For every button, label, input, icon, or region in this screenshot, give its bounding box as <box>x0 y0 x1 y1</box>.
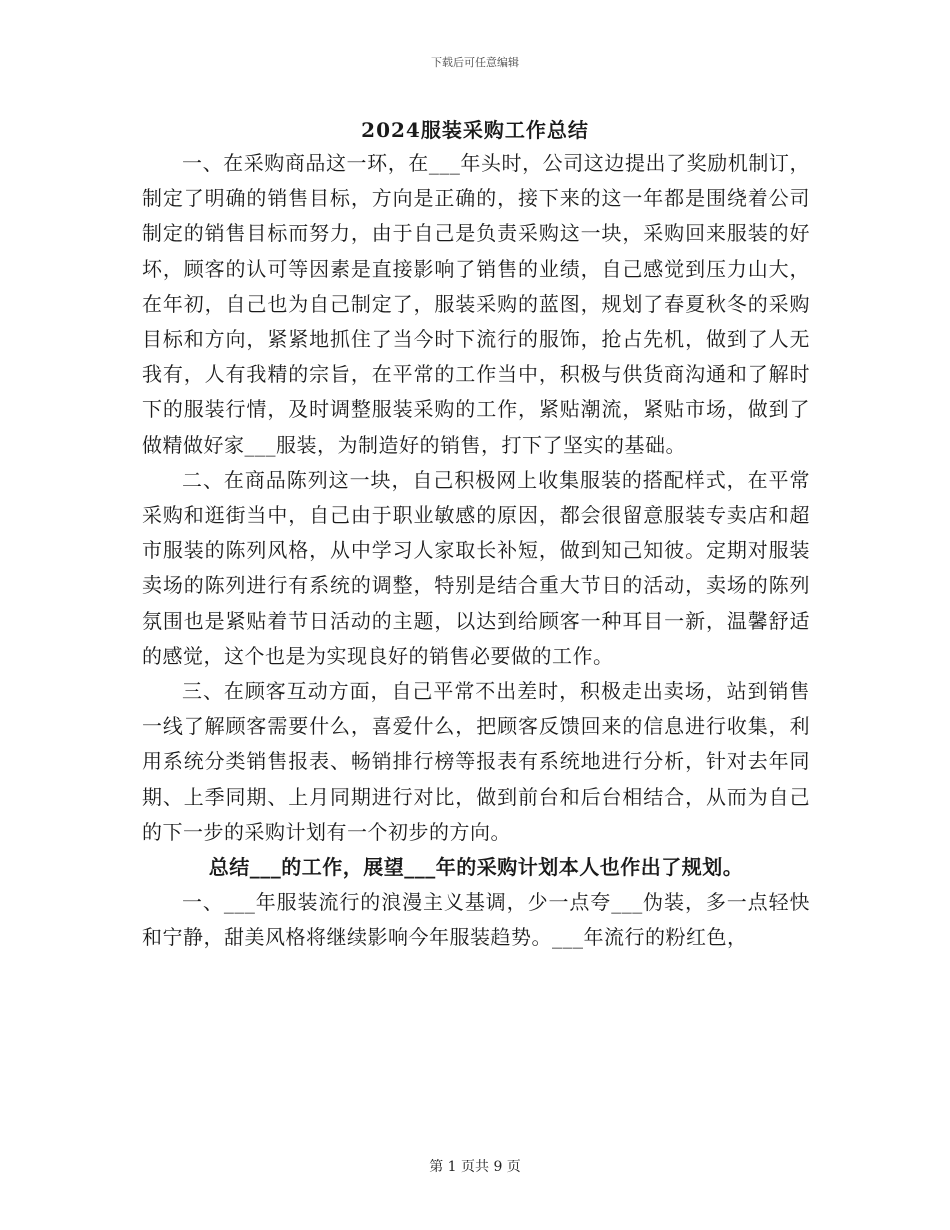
paragraph-display: 二、在商品陈列这一块，自己积极网上收集服装的搭配样式，在平常采购和逛街当中，自己由于职业敏感的原因，都会很留意服装专卖店和超市服装的陈列风格，从中学习人家取长补短，做到知己知彼。定期对服装卖场的陈列进行有系统的调整，特别是结合重大节日的活动，卖场的陈列氛围也是紧贴着节日活动的主题，以达到给顾客一种耳目一新，温馨舒适的感觉，这个也是为实现良好的销售必要做的工作。 <box>142 467 810 668</box>
paragraph-procurement: 一、在采购商品这一环，在___年头时，公司这边提出了奖励机制订，制定了明确的销售目标，方向是正确的，接下来的这一年都是围绕着公司制定的销售目标而努力，由于自己是负责采购这一块，采购回来服装的好坏，顾客的认可等因素是直接影响了销售的业绩，自己感觉到压力山大，在年初，自己也为自己制定了，服装采购的蓝图，规划了春夏秋冬的采购目标和方向，紧紧地抓住了当今时下流行的服饰，抢占先机，做到了人无我有，人有我精的宗旨，在平常的工作当中，积极与供货商沟通和了解时下的服装行情，及时调整服装采购的工作，紧贴潮流，紧贴市场，做到了做精做好家___服装，为制造好的销售，打下了坚实的基础。 <box>142 151 810 457</box>
page-header-note: 下载后可任意编辑 <box>431 56 519 69</box>
document-title: 2024服装采购工作总结 <box>361 118 589 142</box>
document-body <box>142 146 810 956</box>
section-heading: 总结___的工作，展望___年的采购计划本人也作出了规划。 <box>208 855 744 880</box>
paragraph-customer: 三、在顾客互动方面，自己平常不出差时，积极走出卖场，站到销售一线了解顾客需要什么，喜爱什么，把顾客反馈回来的信息进行收集，利用系统分类销售报表、畅销排行榜等报表有系统地进行分析，针对去年同期、上季同期、上月同期进行对比，做到前台和后台相结合，从而为自己的下一步的采购计划有一个初步的方向。 <box>142 679 810 844</box>
paragraph-plan-1: 一、___年服装流行的浪漫主义基调，少一点夸___伪装，多一点轻快和宁静，甜美风格将继续影响今年服装趋势。___年流行的粉红色， <box>142 890 810 950</box>
page-number: 第 1 页共 9 页 <box>429 1159 521 1175</box>
